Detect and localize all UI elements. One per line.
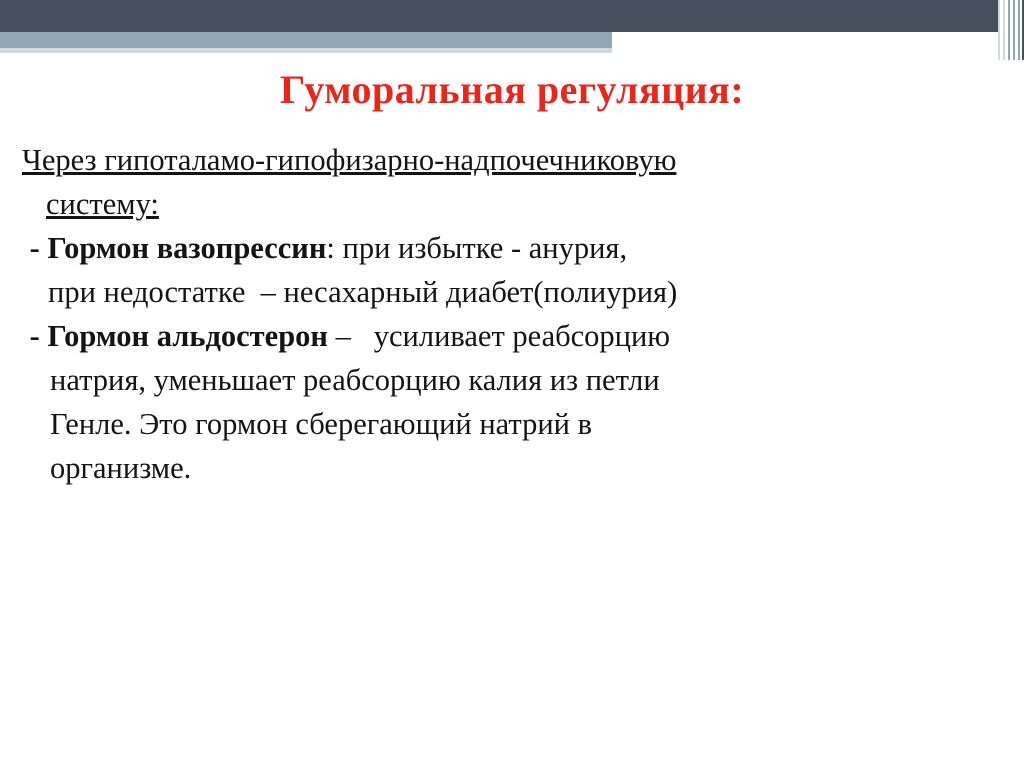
aldosterone-line-2: натрия, уменьшает реабсорцию калия из петли bbox=[50, 363, 660, 397]
stripe-3 bbox=[1013, 0, 1015, 60]
vasopressin-line-1 bbox=[22, 226, 1002, 270]
slide-body bbox=[22, 138, 1002, 490]
stripe-2 bbox=[1018, 0, 1020, 60]
intro-line-1: Через гипоталамо-гипофизарно-надпочечниковую bbox=[22, 143, 677, 177]
aldosterone-line-1 bbox=[22, 314, 1002, 358]
aldosterone-line-3: Генле. Это гормон сберегающий натрий в bbox=[50, 407, 593, 441]
stripe-5 bbox=[1003, 0, 1005, 60]
header-dark-bar bbox=[0, 0, 1000, 32]
page-title: Гуморальная регуляция: bbox=[279, 67, 745, 112]
stripe-6 bbox=[998, 0, 1000, 60]
header-stripes-decoration bbox=[998, 0, 1024, 60]
header-steel-bar bbox=[0, 32, 612, 48]
stripe-4 bbox=[1008, 0, 1010, 60]
aldosterone-line-4: организме. bbox=[50, 451, 192, 485]
intro-line-2: систему: bbox=[46, 187, 159, 221]
aldosterone-label: - Гормон альдостерон bbox=[22, 319, 336, 353]
aldosterone-text: – усиливает реабсорцию bbox=[335, 319, 671, 353]
vasopressin-text: : при избытке - анурия, bbox=[326, 231, 628, 265]
header-light-bar bbox=[0, 48, 612, 53]
vasopressin-label: - Гормон вазопрессин bbox=[22, 231, 327, 265]
vasopressin-line-2: при недостатке – несахарный диабет(полиурия) bbox=[48, 275, 678, 309]
slide-header-decoration bbox=[0, 0, 1024, 60]
